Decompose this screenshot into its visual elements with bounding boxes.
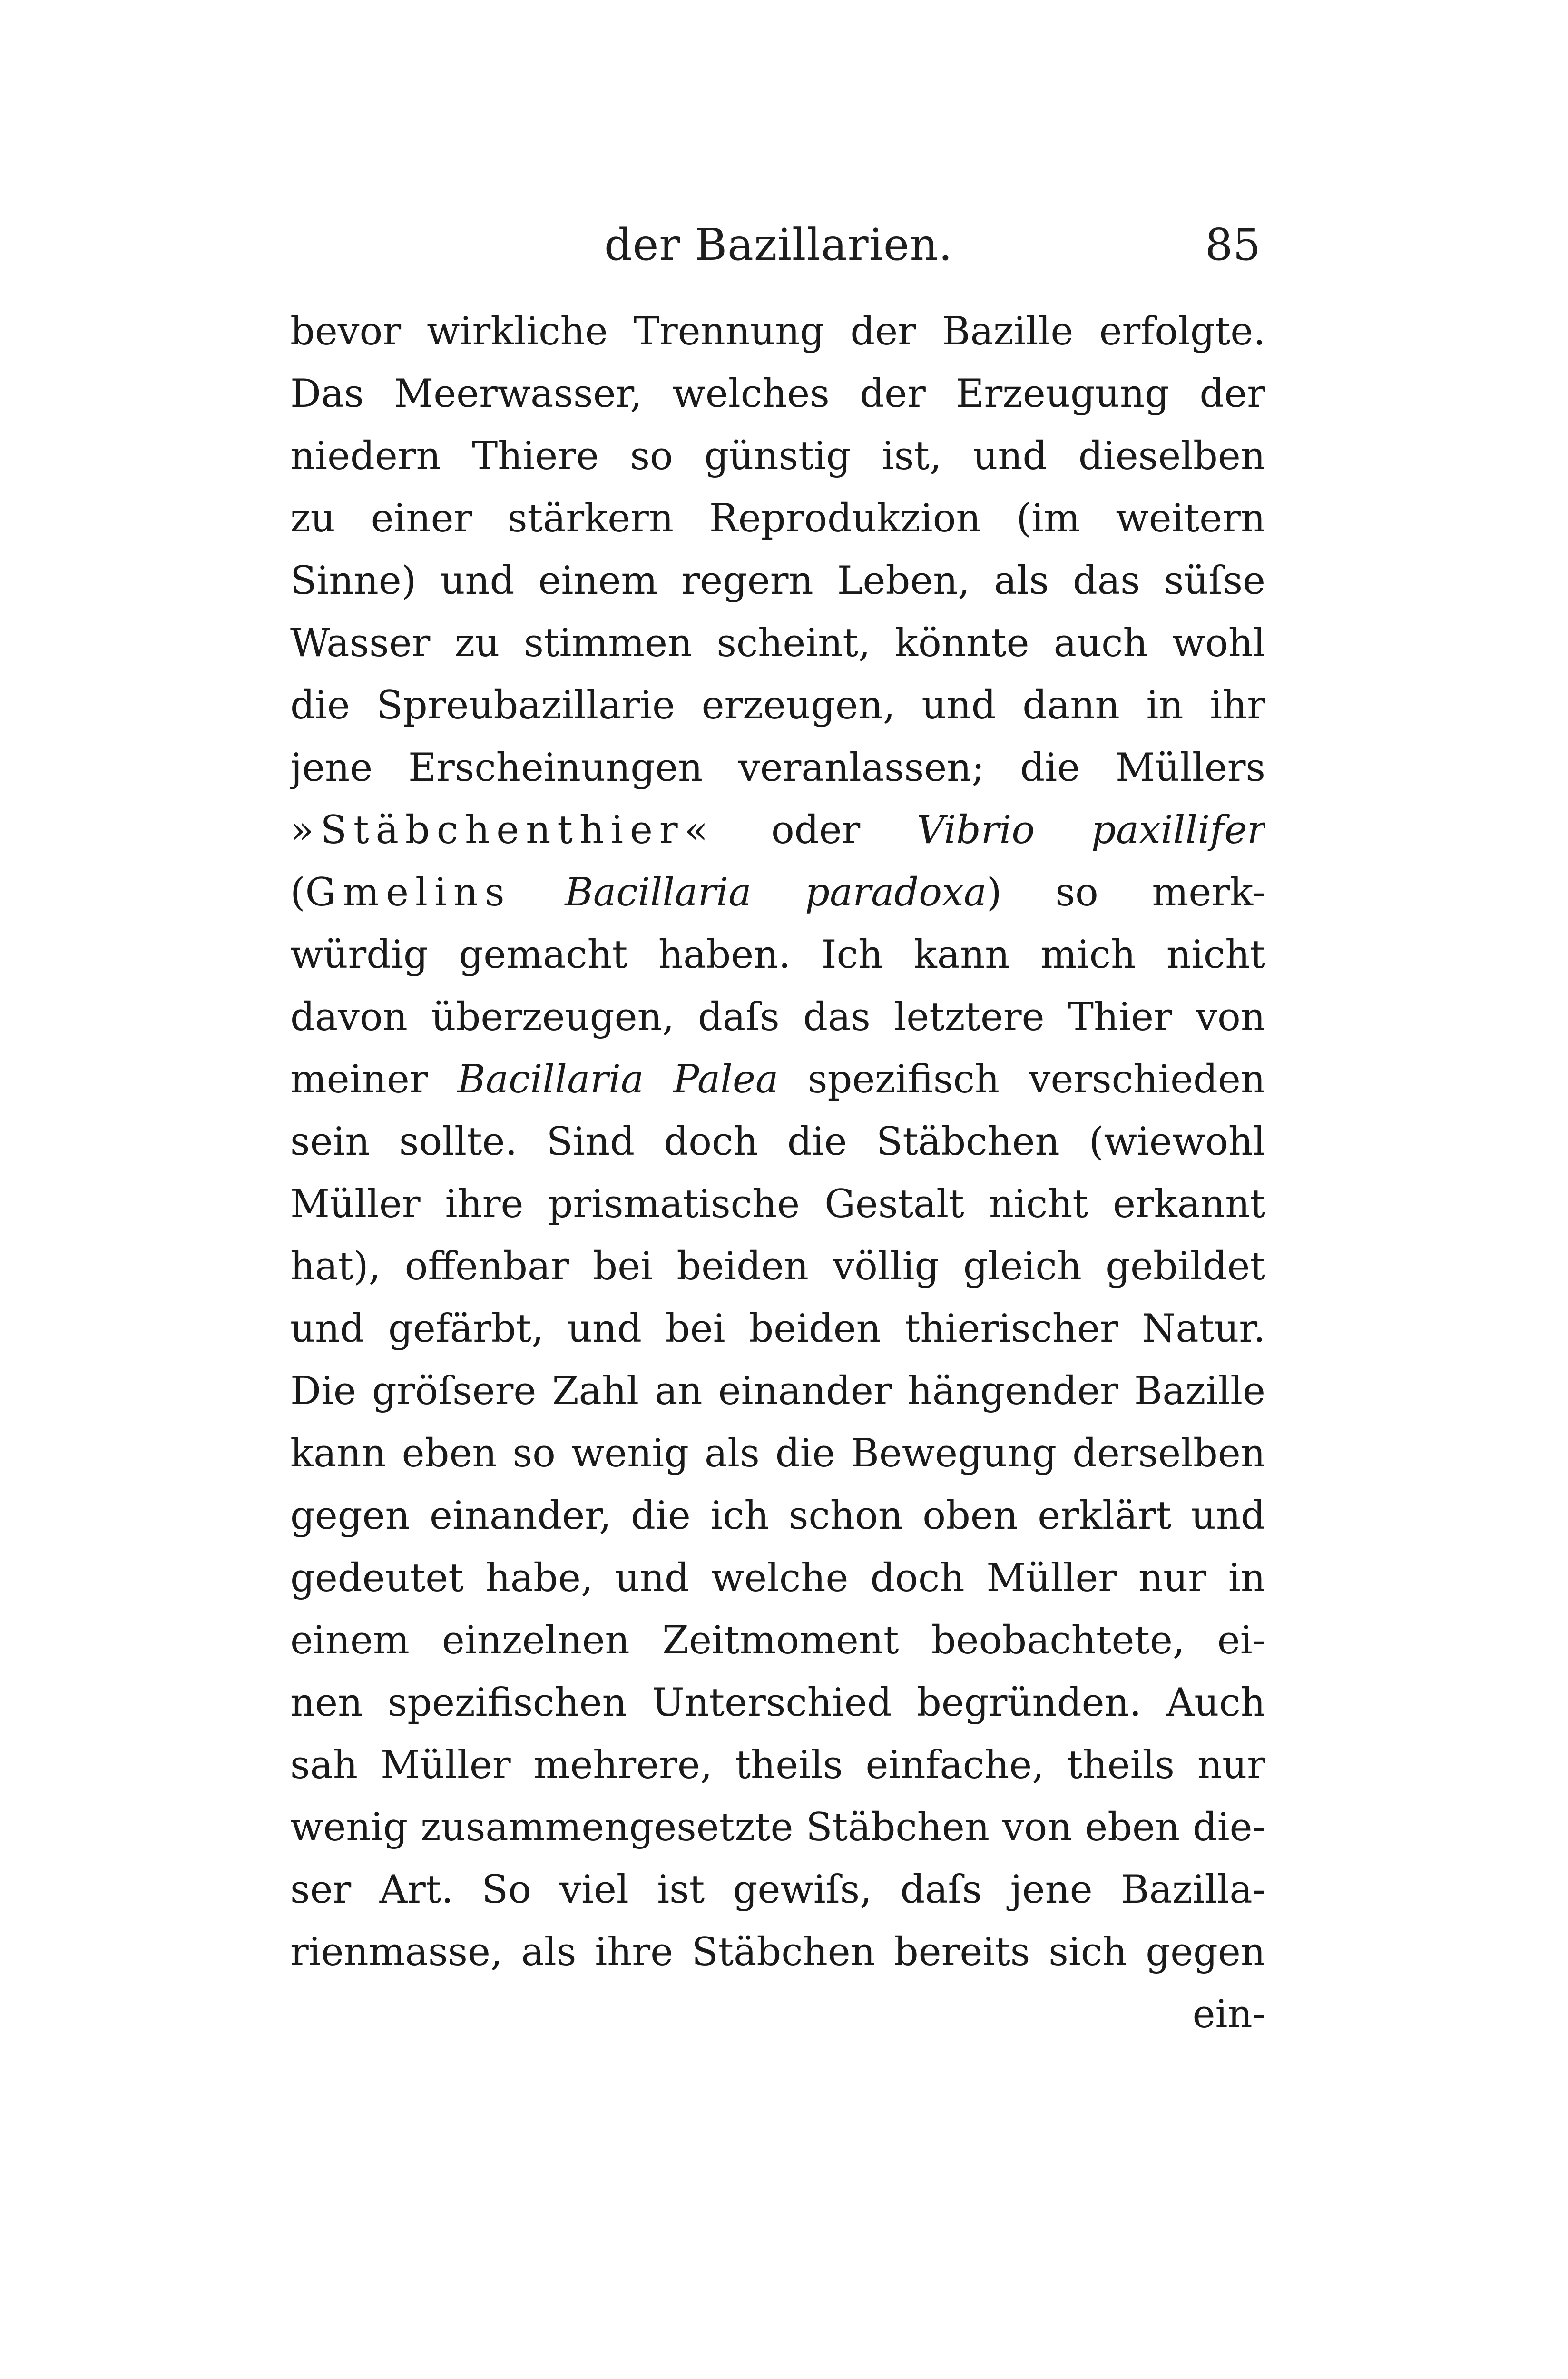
page-number: 85 [1205,219,1261,270]
spaced-term: »Stäbchenthier« [290,808,715,853]
text-line: bevor wirkliche Trennung der Bazille erfolgte. [290,309,1265,354]
text-fragment: ( [290,870,305,915]
text-line: Das Meerwasser, welches der Erzeugung der [290,372,1265,416]
species-name: Vibrio paxillifer [916,808,1265,853]
text-fragment [511,870,565,915]
text-line: sein sollte. Sind doch die Stäbchen (wiewohl [290,1120,1265,1164]
text-line: niedern Thiere so günstig ist, und dieselben [290,434,1265,479]
text-line: hat), offenbar bei beiden völlig gleich gebildet [290,1244,1265,1289]
running-head: der Bazillarien. [604,219,953,270]
species-name: Bacillaria paradoxa [565,870,987,915]
text-line: würdig gemacht haben. Ich kann mich nicht [290,933,1265,977]
text-line: nen spezifischen Unterschied begründen. Auch [290,1681,1265,1725]
text-line: ser Art. So viel ist gewiſs, daſs jene Bazilla- [290,1868,1265,1912]
text-line: jene Erscheinungen veranlassen; die Müllers [290,746,1265,790]
text-line: zu einer stärkern Reprodukzion (im weitern [290,496,1265,541]
text-line: wenig zusammengesetzte Stäbchen von eben die- [290,1805,1265,1850]
text-line: Müller ihre prismatische Gestalt nicht erkannt [290,1182,1265,1227]
author-name: Gmelins [305,870,511,915]
text-fragment: ) so merk- [987,870,1265,915]
text-line: gedeutet habe, und welche doch Müller nur in [290,1556,1265,1601]
text-line: einem einzelnen Zeitmoment beobachtete, ei- [290,1618,1265,1663]
body-text [290,301,1265,2046]
text-fragment: oder [715,808,917,853]
text-line: Sinne) und einem regern Leben, als das süſse [290,559,1265,603]
text-line [290,862,1265,924]
text-line: Wasser zu stimmen scheint, könnte auch wohl [290,621,1265,666]
text-line [290,799,1265,862]
text-line: davon überzeugen, daſs das letztere Thier von [290,995,1265,1040]
text-line: kann eben so wenig als die Bewegung derselben [290,1431,1265,1476]
text-line [290,1049,1265,1111]
text-line: und gefärbt, und bei beiden thierischer Natur. [290,1307,1265,1351]
text-fragment: spezifisch verschieden [778,1057,1265,1102]
text-line: sah Müller mehrere, theils einfache, theils nur [290,1743,1265,1788]
text-line: die Spreubazillarie erzeugen, und dann in ihr [290,683,1265,728]
text-fragment: meiner [290,1057,458,1102]
catchword: ein- [1192,1992,1265,2037]
text-line: gegen einander, die ich schon oben erklärt und [290,1494,1265,1538]
text-line: rienmasse, als ihre Stäbchen bereits sich gegen [290,1930,1265,1975]
text-line: Die gröſsere Zahl an einander hängender Bazille [290,1369,1265,1414]
page-header [604,209,1261,281]
species-name: Bacillaria Palea [457,1057,779,1102]
